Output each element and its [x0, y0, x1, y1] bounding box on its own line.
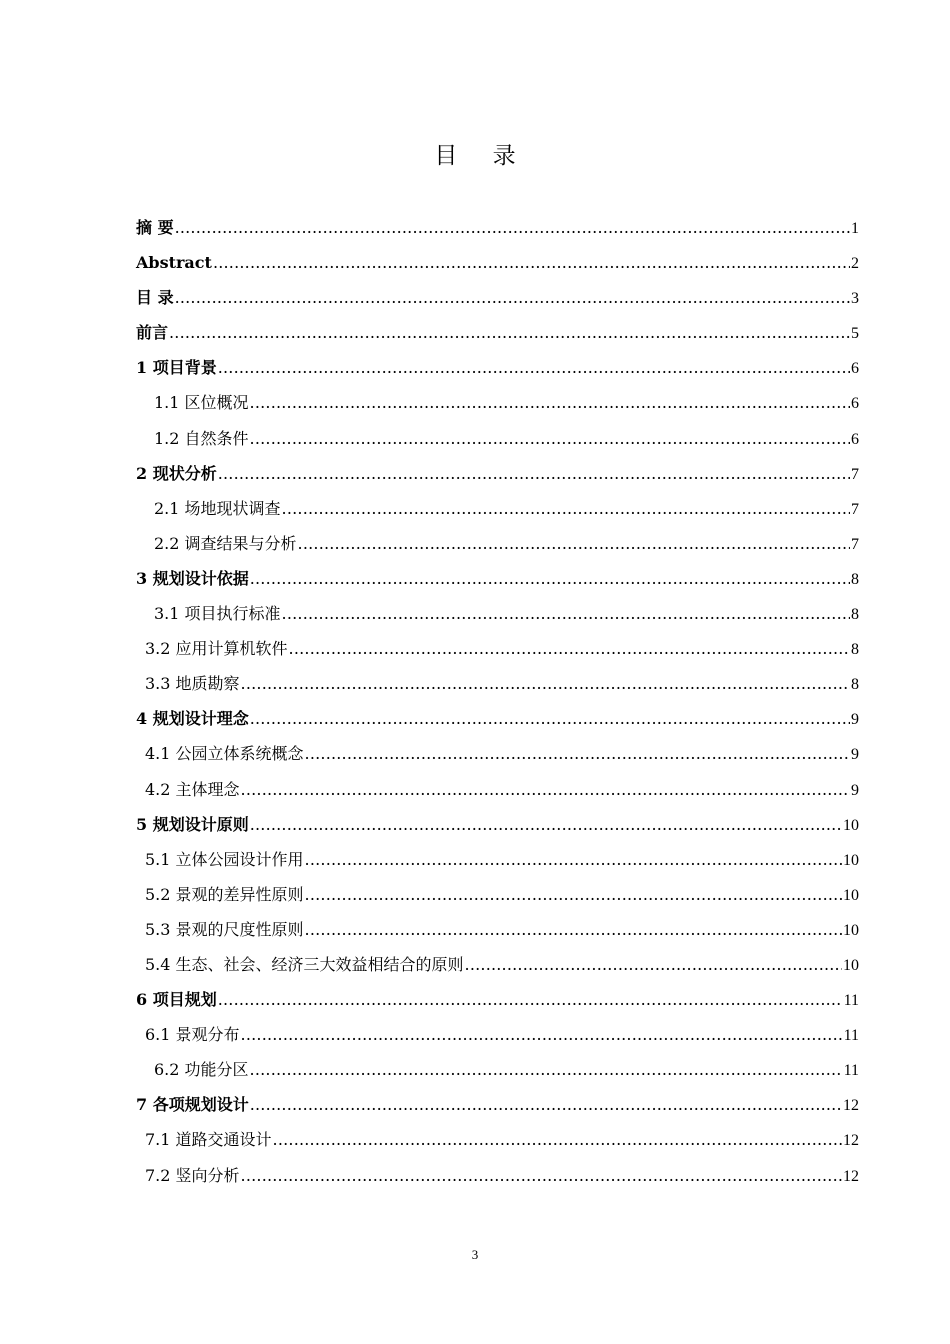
toc-entry-page: 1 — [851, 220, 859, 237]
toc-entry[interactable] — [136, 1087, 859, 1122]
toc-entry[interactable] — [136, 1017, 859, 1052]
toc-entry-title: 2.1 场地现状调查 — [154, 498, 281, 518]
toc-entry-page: 12 — [843, 1132, 859, 1150]
toc-entry[interactable] — [136, 982, 859, 1017]
toc-dot-leader — [289, 631, 850, 666]
toc-dot-leader — [250, 385, 850, 420]
toc-entry[interactable] — [136, 1158, 859, 1193]
toc-entry-title: 3.3 地质勘察 — [145, 674, 240, 694]
toc-entry-page: 11 — [843, 992, 859, 1010]
toc-dot-leader — [241, 772, 850, 807]
toc-dot-leader — [305, 842, 842, 877]
toc-dot-leader — [282, 491, 850, 526]
toc-dot-leader — [241, 1017, 843, 1052]
toc-entry[interactable] — [136, 912, 859, 947]
toc-dot-leader — [298, 526, 850, 561]
toc-entry[interactable] — [136, 596, 859, 631]
toc-entry-page: 7 — [851, 535, 859, 553]
toc-entry[interactable] — [136, 631, 859, 666]
toc-dot-leader — [305, 877, 842, 912]
toc-entry[interactable] — [136, 807, 859, 842]
toc-entry-title: 6 项目规划 — [136, 990, 217, 1010]
toc-entry-title: 4.2 主体理念 — [145, 779, 240, 799]
toc-entry-page: 12 — [843, 1167, 859, 1185]
toc-entry-page: 10 — [843, 816, 859, 834]
page-title: 目 录 — [434, 143, 530, 169]
toc-entry-page: 11 — [843, 1062, 859, 1080]
toc-entry-title: 7 各项规划设计 — [136, 1095, 249, 1115]
toc-entry[interactable] — [136, 736, 859, 771]
toc-entry-page: 10 — [843, 886, 859, 904]
toc-entry-title: 2.2 调查结果与分析 — [154, 533, 297, 553]
toc-entry-page: 12 — [843, 1097, 859, 1115]
toc-entry[interactable] — [136, 877, 859, 912]
toc-entry-page: 6 — [851, 395, 859, 413]
toc-entry-title: 6.1 景观分布 — [145, 1025, 240, 1045]
toc-entry[interactable] — [136, 210, 859, 245]
toc-entry-page: 6 — [851, 360, 859, 378]
toc-entry[interactable] — [136, 772, 859, 807]
toc-entry[interactable] — [136, 1122, 859, 1157]
toc-entry-title: 2 现状分析 — [136, 463, 217, 483]
toc-dot-leader — [273, 1122, 842, 1157]
toc-entry-page: 2 — [851, 255, 859, 273]
toc-entry[interactable] — [136, 456, 859, 491]
toc-entry-title: 前言 — [136, 323, 169, 343]
toc-entry-title: 5.2 景观的差异性原则 — [145, 884, 304, 904]
toc-entry[interactable] — [136, 666, 859, 701]
toc-entry-page: 9 — [851, 781, 859, 799]
toc-entry-title: 目 录 — [136, 288, 174, 308]
page-number: 3 — [471, 1247, 479, 1262]
toc-entry-title: 1.1 区位概况 — [154, 393, 249, 413]
toc-dot-leader — [465, 947, 842, 982]
toc-entry-title: 5 规划设计原则 — [136, 814, 249, 834]
toc-entry[interactable] — [136, 385, 859, 420]
toc-entry-page: 11 — [843, 1027, 859, 1045]
toc-entry[interactable] — [136, 245, 859, 280]
toc-dot-leader — [250, 421, 850, 456]
toc-entry-page: 8 — [851, 641, 859, 659]
toc-entry-page: 6 — [851, 430, 859, 448]
toc-entry-title: 5.3 景观的尺度性原则 — [145, 919, 304, 939]
toc-entry-title: Abstract — [136, 253, 212, 273]
toc-entry[interactable] — [136, 350, 859, 385]
toc-dot-leader — [250, 701, 850, 736]
toc-entry-title: 3.1 项目执行标准 — [154, 604, 281, 624]
toc-entry-title: 6.2 功能分区 — [154, 1060, 249, 1080]
toc-dot-leader — [241, 1158, 842, 1193]
toc-entry[interactable] — [136, 947, 859, 982]
toc-entry-page: 7 — [851, 500, 859, 518]
toc-entry-title: 摘 要 — [136, 218, 174, 237]
table-of-contents — [136, 210, 859, 1193]
toc-entry-title: 4.1 公园立体系统概念 — [145, 744, 304, 764]
toc-dot-leader — [250, 1052, 843, 1087]
toc-entry-title: 1.2 自然条件 — [154, 428, 249, 448]
toc-dot-leader — [305, 736, 850, 771]
toc-entry[interactable] — [136, 1052, 859, 1087]
toc-entry-title: 5.1 立体公园设计作用 — [145, 849, 304, 869]
toc-entry-page: 10 — [843, 956, 859, 974]
toc-dot-leader — [282, 596, 850, 631]
toc-entry-page: 7 — [851, 465, 859, 483]
toc-entry-page: 9 — [851, 711, 859, 729]
toc-dot-leader — [213, 245, 850, 280]
toc-entry[interactable] — [136, 842, 859, 877]
toc-entry-title: 4 规划设计理念 — [136, 709, 249, 729]
toc-entry[interactable] — [136, 526, 859, 561]
toc-entry-title: 7.2 竖向分析 — [145, 1165, 240, 1185]
toc-entry-title: 1 项目背景 — [136, 358, 217, 378]
toc-dot-leader — [175, 280, 850, 315]
toc-dot-leader — [250, 807, 842, 842]
toc-entry-page: 10 — [843, 851, 859, 869]
toc-entry-title: 3 规划设计依据 — [136, 568, 249, 588]
toc-entry[interactable] — [136, 280, 859, 315]
toc-entry-page: 8 — [851, 676, 859, 694]
toc-entry-page: 3 — [851, 290, 859, 308]
toc-entry-page: 8 — [851, 606, 859, 624]
toc-entry-page: 8 — [851, 570, 859, 588]
toc-entry[interactable] — [136, 491, 859, 526]
toc-entry-title: 5.4 生态、社会、经济三大效益相结合的原则 — [145, 954, 464, 974]
toc-dot-leader — [305, 912, 842, 947]
toc-entry-page: 10 — [843, 921, 859, 939]
toc-dot-leader — [218, 350, 850, 385]
toc-dot-leader — [241, 666, 850, 701]
toc-dot-leader — [218, 982, 843, 1017]
toc-entry-page: 9 — [851, 746, 859, 764]
toc-dot-leader — [250, 1087, 842, 1122]
toc-entry[interactable] — [136, 315, 859, 350]
toc-entry-title: 3.2 应用计算机软件 — [145, 639, 288, 659]
toc-entry[interactable] — [136, 421, 859, 456]
toc-dot-leader — [250, 561, 850, 596]
toc-dot-leader — [169, 315, 850, 350]
toc-entry[interactable] — [136, 701, 859, 736]
toc-entry-page: 5 — [851, 325, 859, 343]
toc-entry-title: 7.1 道路交通设计 — [145, 1130, 272, 1150]
toc-dot-leader — [175, 210, 850, 245]
toc-dot-leader — [218, 456, 850, 491]
toc-entry[interactable] — [136, 561, 859, 596]
